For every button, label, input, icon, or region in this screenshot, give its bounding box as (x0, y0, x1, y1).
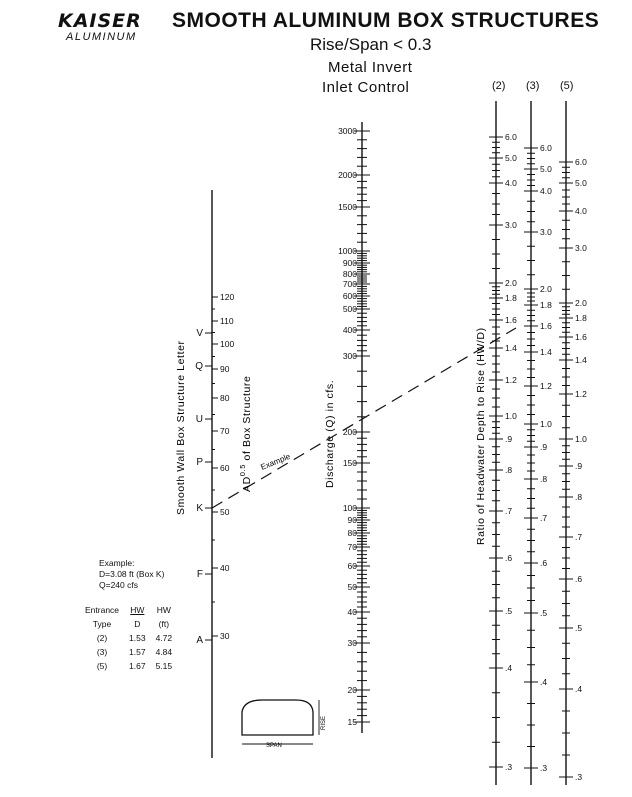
table-header: HW (130, 605, 145, 615)
ad-tick-label: 60 (220, 463, 230, 473)
table-cell: (2) (96, 633, 108, 643)
hw2-tick-label: .5 (505, 606, 513, 616)
table-cell: 5.15 (155, 661, 173, 671)
hw3-tick-label: 4.0 (540, 186, 552, 196)
ad-scale-title-exponent: 0.5 (238, 463, 247, 477)
hw5-tick-label: .3 (575, 772, 583, 782)
discharge-scale-title: Discharge (Q) in cfs. (324, 379, 336, 488)
discharge-tick-label: 80 (347, 528, 357, 538)
scale-labels (195, 126, 587, 782)
discharge-tick-label: 90 (347, 515, 357, 525)
letter-label: P (196, 457, 203, 468)
table-row (80, 647, 177, 661)
ad-scale-title (238, 376, 253, 492)
ad-tick-label: 70 (220, 426, 230, 436)
hw5-tick-label: 1.4 (575, 355, 587, 365)
brand-logo-subtitle: ALUMINUM (66, 31, 137, 43)
discharge-tick-label: 70 (347, 542, 357, 552)
hw2-tick-label: .4 (505, 663, 513, 673)
table-subheader-row (80, 619, 177, 633)
hw2-tick-label: 1.6 (505, 315, 517, 325)
hw2-tick-label: 3.0 (505, 220, 517, 230)
table-row (80, 661, 177, 675)
hw5-tick-label: 2.0 (575, 298, 587, 308)
example-line-2: Q=240 cfs (99, 580, 138, 590)
hw2-tick-label: .3 (505, 762, 513, 772)
discharge-tick-label: 500 (342, 304, 357, 314)
table-cell: 1.67 (129, 661, 146, 671)
hw3-tick-label: 1.2 (540, 381, 552, 391)
hw3-tick-label: .7 (540, 513, 548, 523)
discharge-tick-label: 700 (342, 279, 357, 289)
hw3-tick-label: 6.0 (540, 143, 552, 153)
letter-label: U (195, 414, 203, 425)
discharge-tick-label: 1500 (338, 202, 357, 212)
ad-tick-label: 100 (220, 339, 235, 349)
discharge-tick-label: 400 (342, 325, 357, 335)
hw2-tick-label: 2.0 (505, 278, 517, 288)
hw5-tick-label: .8 (575, 492, 583, 502)
discharge-tick-label: 30 (347, 638, 357, 648)
discharge-tick-label: 200 (342, 427, 357, 437)
discharge-tick-label: 60 (347, 561, 357, 571)
table-cell: 4.72 (155, 633, 173, 643)
letter-scale-title: Smooth Wall Box Structure Letter (175, 340, 187, 515)
discharge-tick-label: 3000 (338, 126, 357, 136)
table-cell: 1.57 (129, 647, 146, 657)
rise-label: RISE (321, 715, 327, 730)
hw3-tick-label: .8 (540, 474, 548, 484)
table-header: Entrance (85, 605, 120, 615)
example-line-1: D=3.08 ft (Box K) (99, 569, 165, 579)
ad-tick-label: 50 (220, 507, 230, 517)
table-subheader: D (134, 619, 141, 629)
example-block (99, 558, 164, 591)
table-header: HW (156, 605, 171, 615)
subtitle-control: Inlet Control (322, 79, 410, 96)
hw2-tick-label: .7 (505, 506, 513, 516)
ad-tick-label: 30 (220, 631, 230, 641)
scale-ticks (205, 131, 573, 777)
table-subheader: Type (92, 619, 112, 629)
discharge-tick-label: 100 (342, 503, 357, 513)
hw5-tick-label: 1.0 (575, 434, 587, 444)
discharge-tick-label: 900 (342, 258, 357, 268)
letter-label: K (196, 503, 203, 514)
page-title: SMOOTH ALUMINUM BOX STRUCTURES (172, 9, 600, 32)
hw3-tick-label: 2.0 (540, 284, 552, 294)
hw3-tick-label: .9 (540, 442, 548, 452)
discharge-tick-label: 150 (342, 458, 357, 468)
letter-label: V (196, 328, 203, 339)
letter-label: Q (195, 361, 203, 372)
hw2-tick-label: 4.0 (505, 178, 517, 188)
letter-label: F (196, 569, 203, 580)
ad-tick-label: 40 (220, 563, 230, 573)
hw5-tick-label: 6.0 (575, 157, 587, 167)
hw3-header: (3) (526, 80, 540, 92)
hw2-tick-label: 5.0 (505, 153, 517, 163)
hw2-header: (2) (492, 80, 506, 92)
hw2-tick-label: 6.0 (505, 132, 517, 142)
hw3-tick-label: 5.0 (540, 164, 552, 174)
ad-scale-title-base: AD (241, 476, 253, 492)
hw3-tick-label: 1.4 (540, 347, 552, 357)
table-row (80, 633, 177, 647)
letter-label: A (196, 635, 203, 646)
hw2-tick-label: .8 (505, 465, 513, 475)
hw3-tick-label: .6 (540, 558, 548, 568)
entrance-table (80, 605, 177, 675)
ad-tick-label: 120 (220, 292, 235, 302)
hw5-tick-label: .7 (575, 532, 583, 542)
hw2-tick-label: .9 (505, 434, 513, 444)
hw5-header: (5) (560, 80, 574, 92)
table-cell: 4.84 (155, 647, 173, 657)
hw5-tick-label: .6 (575, 574, 583, 584)
hw3-tick-label: .4 (540, 677, 548, 687)
span-label: SPAN (266, 743, 282, 749)
hw3-tick-label: 1.0 (540, 419, 552, 429)
table-subheader: (ft) (158, 619, 170, 629)
discharge-tick-label: 20 (347, 685, 357, 695)
subtitle-invert: Metal Invert (328, 59, 413, 76)
table-cell: 1.53 (129, 633, 146, 643)
table-cell: (3) (96, 647, 108, 657)
hw2-tick-label: .6 (505, 553, 513, 563)
hw2-tick-label: 1.8 (505, 293, 517, 303)
table-header-row (80, 605, 177, 619)
discharge-tick-label: 2000 (338, 170, 357, 180)
ad-scale-title-rest: of Box Structure (241, 375, 253, 464)
hw5-tick-label: .5 (575, 623, 583, 633)
box-section-outline (242, 700, 313, 735)
hw2-tick-label: 1.0 (505, 411, 517, 421)
ad-tick-label: 110 (220, 316, 234, 326)
hw5-tick-label: 4.0 (575, 206, 587, 216)
table-cell: (5) (96, 661, 108, 671)
discharge-tick-label: 600 (342, 291, 357, 301)
example-line-label: Example (259, 451, 292, 472)
subtitle-ratio: Rise/Span < 0.3 (310, 35, 432, 54)
hw5-tick-label: .9 (575, 461, 583, 471)
hw3-tick-label: 1.6 (540, 321, 552, 331)
discharge-tick-label: 1000 (338, 246, 357, 256)
discharge-tick-label: 15 (347, 717, 357, 727)
hw5-tick-label: 5.0 (575, 178, 587, 188)
hw3-tick-label: 3.0 (540, 227, 552, 237)
hw3-tick-label: .5 (540, 608, 548, 618)
hw5-tick-label: 1.2 (575, 389, 587, 399)
hw3-tick-label: .3 (540, 763, 548, 773)
discharge-tick-label: 50 (347, 582, 357, 592)
discharge-tick-label: 800 (342, 269, 357, 279)
brand-logo: KAISER (58, 10, 142, 32)
hw5-tick-label: 1.6 (575, 332, 587, 342)
hw3-tick-label: 1.8 (540, 300, 552, 310)
discharge-tick-label: 40 (347, 607, 357, 617)
box-culvert-figure (242, 700, 319, 744)
discharge-tick-label: 300 (342, 351, 357, 361)
hw2-tick-label: 1.2 (505, 375, 517, 385)
example-heading: Example: (99, 558, 135, 568)
hw2-tick-label: 1.4 (505, 343, 517, 353)
ad-tick-label: 90 (220, 364, 230, 374)
hw5-tick-label: 1.8 (575, 313, 587, 323)
hw5-tick-label: 3.0 (575, 243, 587, 253)
hw5-tick-label: .4 (575, 684, 583, 694)
hw-scale-title: Ratio of Headwater Depth to Rise (HW/D) (475, 327, 487, 545)
ad-tick-label: 80 (220, 393, 230, 403)
